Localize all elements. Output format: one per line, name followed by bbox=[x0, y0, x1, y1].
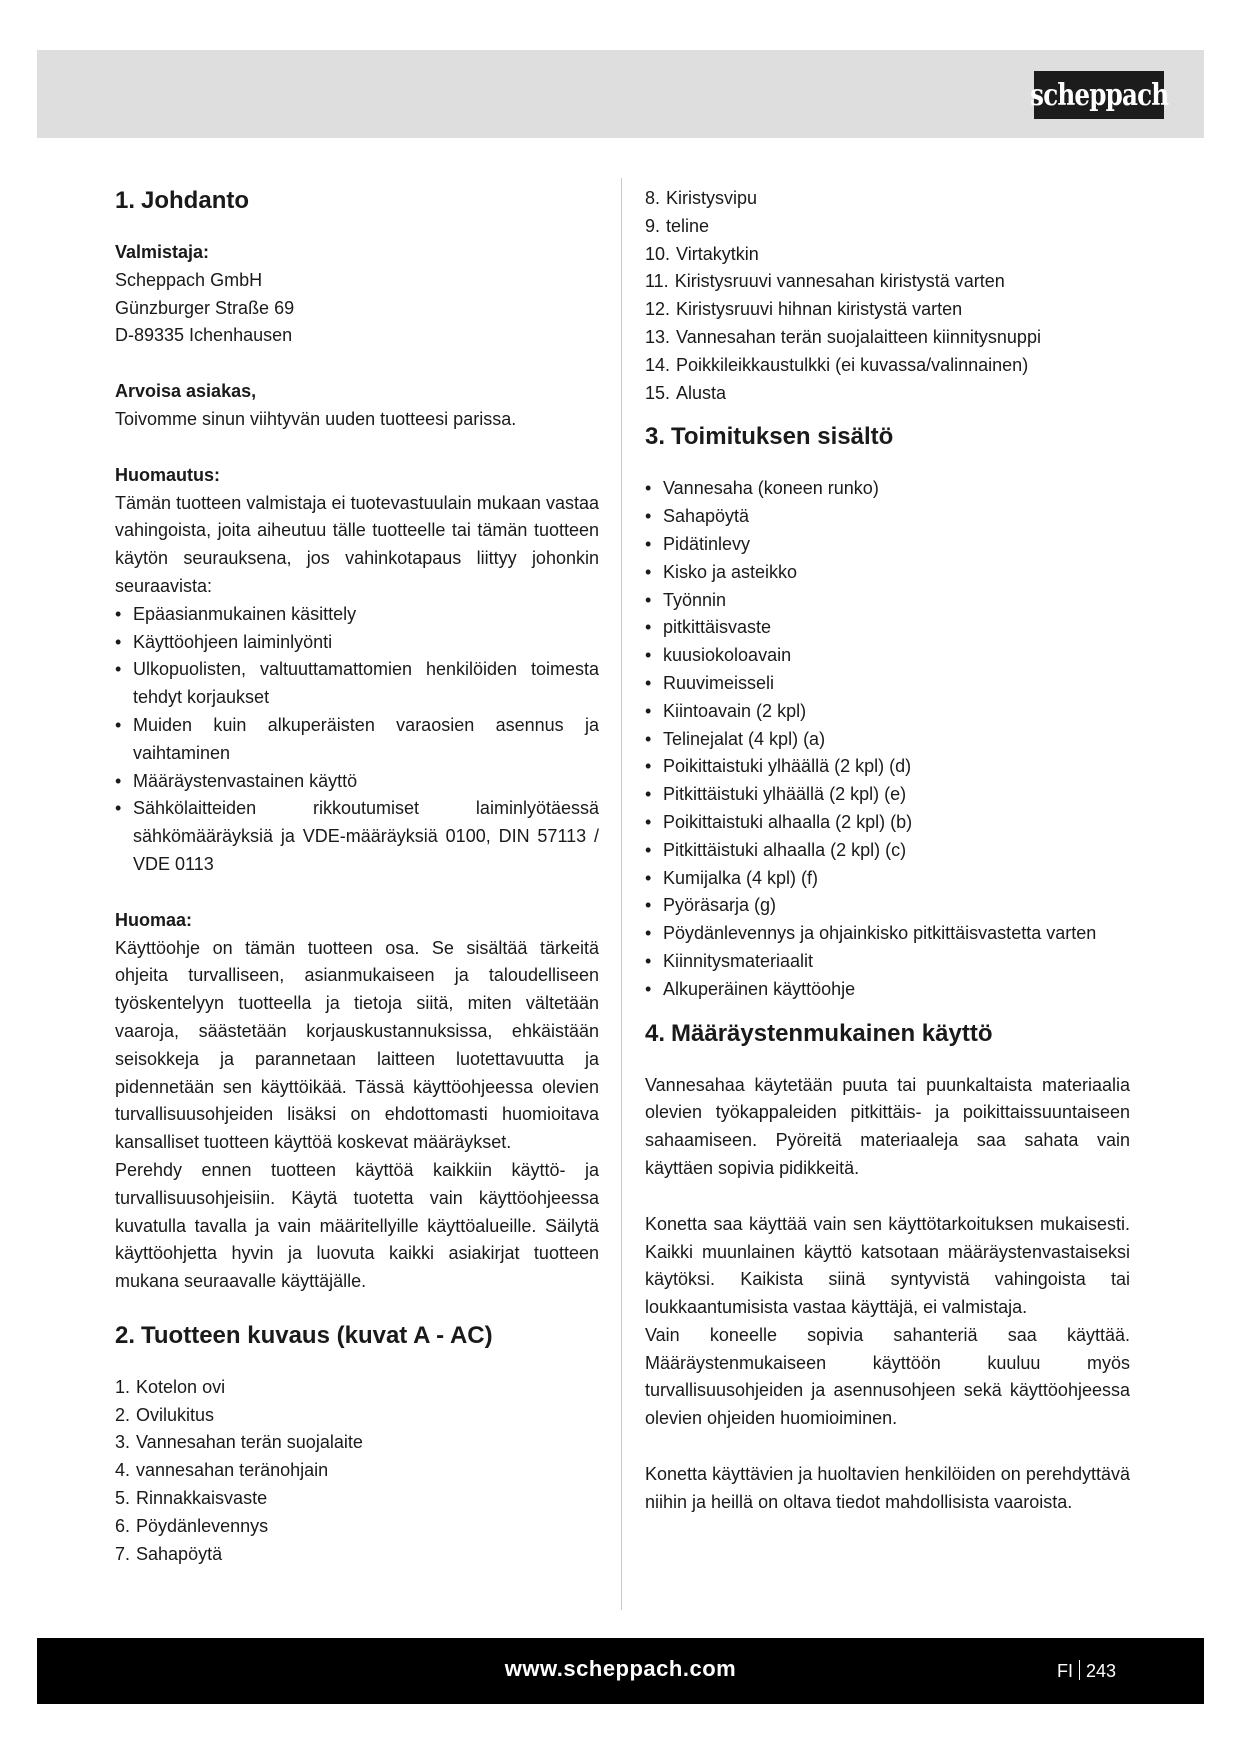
list-item: 1. Kotelon ovi bbox=[115, 1376, 226, 1397]
footer-url[interactable]: www.scheppach.com bbox=[504, 1656, 737, 1681]
list-item: • Muiden kuin alkuperäisten varaosien asennus ja vaihtaminen bbox=[115, 712, 599, 768]
section-title-1: 1. Johdanto bbox=[115, 187, 250, 214]
list-item: 5. Rinnakkaisvaste bbox=[115, 1488, 268, 1509]
manufacturer-label: Valmistaja: bbox=[115, 242, 210, 262]
intended-use-text: Vannesahaa käytetään puuta tai puunkaltaista materiaalia olevien työkappaleiden pitkittäis- ja poikittaissuuntaiseen sahaamiseen. Pyöreitä materiaaleja saa sahata vain käyttäen sopivia pidikkeitä. bbox=[645, 1074, 1130, 1178]
list-item: • Pidätinlevy bbox=[645, 531, 1130, 559]
list-item: 4. vannesahan teränohjain bbox=[115, 1460, 329, 1481]
list-item: • Sähkölaitteiden rikkoutumiset laiminlyötäessä sähkömääräyksiä ja VDE-määräyksiä 0100, DIN 57113 / VDE 0113 bbox=[115, 795, 599, 878]
list-item: 9. teline bbox=[645, 215, 710, 236]
note-text: Käyttöohje on tämän tuotteen osa. Se sisältää tärkeitä ohjeita turvalliseen, asianmukaiseen ja taloudelliseen työskentelyyn tuotteella ja tietoja siitä, miten vältetään vaaroja, säästetään korjauskustannuksissa, ehkäistään seisokkeja ja parannetaan laitteen luotettavuutta ja pidennetään sen käyttöikää. Tässä käyttöohjeessa olevien turvallisuusohjeiden lisäksi on ehdottomasti huomioitava kansalliset tuotteen käyttöä koskevat määräykset. bbox=[115, 937, 599, 1153]
list-item: 6. Pöydänlevennys bbox=[115, 1515, 269, 1536]
list-item: • Kisko ja asteikko bbox=[645, 559, 1130, 587]
list-item: • Ruuvimeisseli bbox=[645, 670, 1130, 698]
manufacturer-line: Günzburger Straße 69 bbox=[115, 297, 295, 318]
list-item: 15. Alusta bbox=[645, 382, 727, 403]
list-item: • Poikittaistuki alhaalla (2 kpl) (b) bbox=[645, 809, 1130, 837]
list-item: • Pitkittäistuki alhaalla (2 kpl) (c) bbox=[645, 837, 1130, 865]
parts-list-a bbox=[115, 1374, 599, 1569]
list-item: • Vannesaha (koneen runko) bbox=[645, 475, 1130, 503]
brand-logo: scheppach bbox=[1034, 71, 1164, 119]
footer-band bbox=[37, 1638, 1204, 1704]
dear-customer-label: Arvoisa asiakas, bbox=[115, 381, 257, 402]
list-item: • Pitkittäistuki ylhäällä (2 kpl) (e) bbox=[645, 781, 1130, 809]
notice-text: Tämän tuotteen valmistaja ei tuotevastuulain mukaan vastaa vahingoista, joita aiheutuu tälle tuotteelle tai tämän tuotteen käytön seurauksena, jos vahinkotapaus liittyy johonkin seuraavista: bbox=[115, 492, 599, 596]
notice-label: Huomautus: bbox=[115, 464, 220, 485]
intended-use-text: Vain koneelle sopivia sahanteriä saa käyttää. Määräystenmukaiseen käyttöön kuuluu myös turvallisuusohjeiden ja asennusohjeen sekä käyttöohjeessa olevien ohjeiden huomioiminen. bbox=[645, 1324, 1130, 1429]
list-item: • pitkittäisvaste bbox=[645, 614, 1130, 642]
left-column bbox=[115, 185, 599, 1568]
list-item: • Käyttöohjeen laiminlyönti bbox=[115, 629, 599, 657]
list-item: • Alkuperäinen käyttöohje bbox=[645, 976, 1130, 1004]
note-label: Huomaa: bbox=[115, 909, 193, 930]
list-item: • Työnnin bbox=[645, 587, 1130, 615]
list-item: 14. Poikkileikkaustulkki (ei kuvassa/valinnainen) bbox=[645, 354, 1029, 375]
header-band bbox=[37, 50, 1204, 138]
intended-use-text: Konetta käyttävien ja huoltavien henkilöiden on perehdyttävä niihin ja heillä on oltava tiedot mahdollisista vaaroista. bbox=[645, 1464, 1130, 1512]
list-item: 10. Virtakytkin bbox=[645, 243, 759, 264]
dear-customer-text: Toivomme sinun viihtyvän uuden tuotteesi parissa. bbox=[115, 408, 517, 429]
notice-list bbox=[115, 601, 599, 879]
list-item: 11. Kiristysruuvi vannesahan kiristystä varten bbox=[645, 271, 1005, 292]
parts-list-b bbox=[645, 185, 1130, 407]
list-item: • Poikittaistuki ylhäällä (2 kpl) (d) bbox=[645, 753, 1130, 781]
list-item: • Kiintoavain (2 kpl) bbox=[645, 698, 1130, 726]
list-item: • Epäasianmukainen käsittely bbox=[115, 601, 599, 629]
list-item: 7. Sahapöytä bbox=[115, 1543, 223, 1564]
list-item: 2. Ovilukitus bbox=[115, 1404, 215, 1425]
page-number: FI 243 bbox=[1057, 1661, 1117, 1681]
section-title-3: 3. Toimituksen sisältö bbox=[645, 423, 894, 451]
manufacturer-line: D-89335 Ichenhausen bbox=[115, 325, 293, 346]
section-title-2: 2. Tuotteen kuvaus (kuvat A - AC) bbox=[115, 1321, 493, 1349]
list-item: • Pyöräsarja (g) bbox=[645, 892, 1130, 920]
list-item: • Telinejalat (4 kpl) (a) bbox=[645, 726, 1130, 754]
right-column bbox=[645, 185, 1130, 1517]
list-item: • Sahapöytä bbox=[645, 503, 1130, 531]
list-item: • Ulkopuolisten, valtuuttamattomien henkilöiden toimesta tehdyt korjaukset bbox=[115, 656, 599, 712]
manufacturer-line: Scheppach GmbH bbox=[115, 269, 263, 290]
list-item: • Määräystenvastainen käyttö bbox=[115, 768, 599, 796]
list-item: 3. Vannesahan terän suojalaite bbox=[115, 1432, 363, 1453]
list-item: 8. Kiristysvipu bbox=[645, 188, 758, 208]
intended-use-text: Konetta saa käyttää vain sen käyttötarkoituksen mukaisesti. Kaikki muunlainen käyttö katsotaan määräystenvastaiseksi käytöksi. Kaikista siinä syntyvistä vahingoista tai loukkaantumisista vastaa käyttäjä, ei valmistaja. bbox=[645, 1213, 1130, 1318]
section-title-4: 4. Määräystenmukainen käyttö bbox=[645, 1019, 993, 1047]
delivery-list bbox=[645, 475, 1130, 1003]
footer-separator bbox=[1079, 1660, 1080, 1680]
list-item: • kuusiokoloavain bbox=[645, 642, 1130, 670]
list-item: • Kiinnitysmateriaalit bbox=[645, 948, 1130, 976]
list-item: 12. Kiristysruuvi hihnan kiristystä varten bbox=[645, 299, 963, 320]
list-item: • Kumijalka (4 kpl) (f) bbox=[645, 865, 1130, 893]
note-text: Perehdy ennen tuotteen käyttöä kaikkiin käyttö- ja turvallisuusohjeisiin. Käytä tuotetta vain käyttöohjeessa kuvatulla tavalla ja vain määritellyille käyttöalueille. Säilytä käyttöohjetta hyvin ja luovuta kaikki asiakirjat tuotteen mukana seuraavalle käyttäjälle. bbox=[115, 1159, 599, 1292]
list-item: • Pöydänlevennys ja ohjainkisko pitkittäisvastetta varten bbox=[645, 920, 1130, 948]
column-divider bbox=[621, 178, 622, 1610]
list-item: 13. Vannesahan terän suojalaitteen kiinnitysnuppi bbox=[645, 326, 1041, 347]
